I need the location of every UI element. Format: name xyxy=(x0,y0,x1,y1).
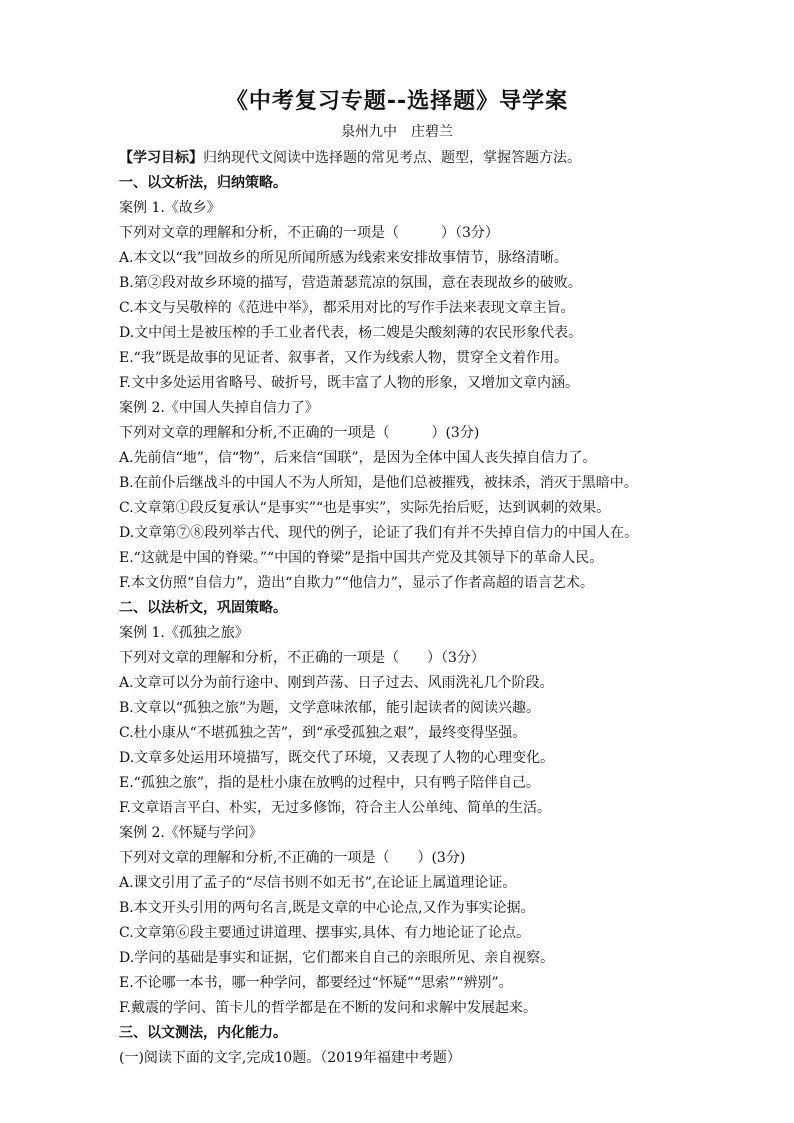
text-line: E.不论哪一本书，哪一种学问，都要经过“怀疑”“思索”“辨别”。 xyxy=(119,975,513,991)
learning-goal-label: 【学习目标】 xyxy=(119,150,203,166)
text-line: A.课文引用了孟子的“尽信书则不如无书”,在论证上属道理论证。 xyxy=(119,875,517,891)
text-line: A.文章可以分为前行途中、刚到芦荡、日子过去、风雨洗礼几个阶段。 xyxy=(119,675,554,691)
text-line: C.文章第⑥段主要通过讲道理、摆事实,具体、有力地论证了论点。 xyxy=(119,925,531,941)
text-line: E.“这就是中国的脊梁。”“中国的脊梁”是指中国共产党及其领导下的革命人民。 xyxy=(119,550,604,566)
text-line: D.文中闰土是被压榨的手工业者代表，杨二嫂是尖酸刻薄的农民形象代表。 xyxy=(119,325,583,341)
text-line: 下列对文章的理解和分析，不正确的一项是（ ）（3分） xyxy=(119,650,485,666)
text-line: C.文章第①段反复承认“是事实”“也是事实”，实际先抬后贬，达到讽刺的效果。 xyxy=(119,500,611,516)
text-line: 案例 1.《孤独之旅》 xyxy=(119,625,249,641)
text-line: B.本文开头引用的两句名言,既是文章的中心论点,又作为事实论据。 xyxy=(119,900,535,916)
text-line: 案例 2.《中国人失掉自信力了》 xyxy=(119,400,319,416)
text-line: B.在前仆后继战斗的中国人不为人所知，是他们总被摧残，被抹杀，消灭于黑暗中。 xyxy=(119,475,638,491)
text-line: 案例 1.《故乡》 xyxy=(119,200,221,216)
text-line: A.本文以“我”回故乡的所见所闻所感为线索来安排故事情节，脉络清晰。 xyxy=(119,250,568,266)
learning-goal xyxy=(119,146,719,171)
text-line: B.文章以“孤独之旅”为题，文学意味浓郁，能引起读者的阅读兴趣。 xyxy=(119,700,541,716)
learning-goal-text: 归纳现代文阅读中选择题的常见考点、题型，掌握答题方法。 xyxy=(203,150,581,166)
section-heading: 三、以文测法，内化能力。 xyxy=(119,1025,287,1041)
text-line: E.“我”既是故事的见证者、叙事者，又作为线索人物，贯穿全文着作用。 xyxy=(119,350,568,366)
document-author: 泉州九中 庄碧兰 xyxy=(341,124,453,140)
text-line: 下列对文章的理解和分析，不正确的一项是（ ）（3分） xyxy=(119,225,499,241)
text-line: D.文章第⑦⑧段列举古代、现代的例子，论证了我们有并不失掉自信力的中国人在。 xyxy=(119,525,639,541)
section-heading: 一、以文析法，归纳策略。 xyxy=(119,175,287,191)
text-line: (一)阅读下面的文字,完成10题。（2019年福建中考题） xyxy=(119,1050,461,1066)
text-line: F.文章语言平白、朴实，无过多修饰，符合主人公单纯、简单的生活。 xyxy=(119,800,551,816)
text-line: 案例 2.《怀疑与学问》 xyxy=(119,825,263,841)
text-line: D.学问的基础是事实和证据，它们都来自自己的亲眼所见、亲自视察。 xyxy=(119,950,555,966)
text-line: C.杜小康从“不堪孤独之苦”，到“承受孤独之艰”，最终变得坚强。 xyxy=(119,725,527,741)
text-line: 下列对文章的理解和分析,不正确的一项是（ ）(3分) xyxy=(119,850,466,866)
text-line: A.先前信“地”，信“物”，后来信“国联”，是因为全体中国人丧失掉自信力了。 xyxy=(119,450,597,466)
document-title: 《中考复习专题--选择题》导学案 xyxy=(225,89,569,114)
text-line: 下列对文章的理解和分析,不正确的一项是（ ）(3分) xyxy=(119,425,480,441)
text-line: F.本文仿照“自信力”，造出“自欺力”“他信力”，显示了作者高超的语言艺术。 xyxy=(119,575,594,591)
section-heading: 二、以法析文，巩固策略。 xyxy=(119,600,287,616)
document-body xyxy=(119,146,719,1071)
text-line: F.戴震的学问、笛卡儿的哲学都是在不断的发问和求解中发展起来。 xyxy=(119,1000,537,1016)
text-line: E.“孤独之旅”，指的是杜小康在放鸭的过程中，只有鸭子陪伴自己。 xyxy=(119,775,540,791)
text-line: F.文中多处运用省略号、破折号，既丰富了人物的形象，又增加文章内涵。 xyxy=(119,375,579,391)
text-line: D.文章多处运用环境描写，既交代了环境，又表现了人物的心理变化。 xyxy=(119,750,555,766)
text-line: B.第②段对故乡环境的描写，营造萧瑟荒凉的氛围，意在表现故乡的破败。 xyxy=(119,275,582,291)
text-line: C.本文与吴敬梓的《范进中举》，都采用对比的写作手法来表现文章主旨。 xyxy=(119,300,575,316)
